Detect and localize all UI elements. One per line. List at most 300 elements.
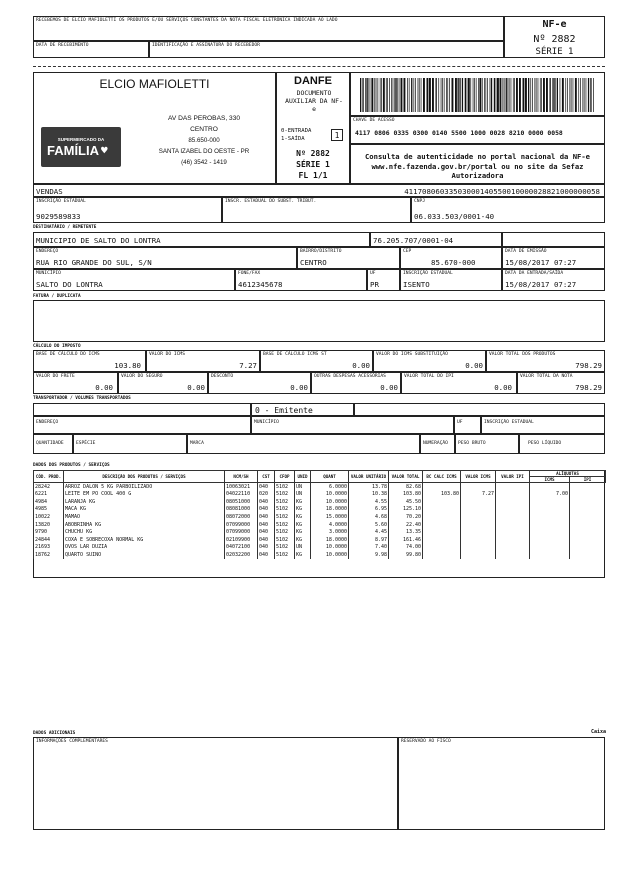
barcode-bar — [567, 78, 568, 112]
table-cell: 18762 — [34, 551, 64, 559]
table-cell: 10.0000 — [311, 491, 349, 499]
table-cell: 18.0000 — [311, 536, 349, 544]
dest-ie-box: INSCRIÇÃO ESTADUAL ISENTO — [400, 269, 502, 291]
danfe-title: DANFE — [294, 75, 332, 87]
table-row — [34, 483, 606, 491]
barcode-bar — [540, 78, 541, 112]
barcode-bar — [508, 78, 509, 112]
barcode-bar — [391, 78, 392, 112]
barcode-bar — [465, 78, 466, 112]
table-cell: ARROZ DALON 5 KG PARBOILIZADO — [64, 483, 225, 491]
barcode-bar — [583, 78, 584, 112]
table-cell — [496, 498, 530, 506]
table-cell: 08081000 — [225, 506, 258, 514]
barcode-bar — [455, 78, 457, 112]
emitente-logo — [41, 127, 121, 167]
info-complementares-box: INFORMAÇÕES COMPLEMENTARES — [33, 737, 398, 830]
table-cell: 5102 — [275, 536, 295, 544]
protocolo-value: 41170806033503000140550010000028821000000058 — [404, 187, 600, 196]
table-cell — [423, 483, 461, 491]
ipi-box: VALOR TOTAL DO IPI 0.00 — [401, 372, 517, 394]
table-cell: 22.40 — [389, 521, 423, 529]
table-cell: 7.00 — [530, 491, 570, 499]
table-cell — [530, 483, 570, 491]
transp-uf-box: UF — [454, 416, 481, 434]
barcode-bar — [468, 78, 470, 112]
barcode-bar — [396, 78, 397, 112]
desconto: 0.00 — [290, 383, 308, 392]
table-cell: 10022 — [34, 513, 64, 521]
barcode-bar — [590, 78, 591, 112]
table-cell — [461, 551, 496, 559]
table-cell: COXA E SOBRECOXA NORMAL KG — [64, 536, 225, 544]
table-cell: 4.45 — [349, 529, 389, 537]
table-cell: KG — [295, 551, 311, 559]
danfe-numero: Nº 2882 — [296, 149, 330, 158]
dest-endereco-box: ENDEREÇO RUA RIO GRANDE DO SUL, S/N — [33, 247, 297, 269]
col-aliq-icms: ICMS — [530, 477, 570, 483]
v-icms: 7.27 — [239, 361, 257, 370]
chave-box: CHAVE DE ACESSO 4117 0806 0335 0300 0140 5500 1000 0028 8210 0000 0058 — [350, 116, 605, 144]
barcode-bar — [503, 78, 504, 112]
table-cell — [496, 551, 530, 559]
adicionais-section-title: DADOS ADICIONAIS — [33, 731, 76, 736]
table-cell: 24844 — [34, 536, 64, 544]
table-cell — [496, 529, 530, 537]
table-cell — [530, 551, 570, 559]
table-cell — [570, 498, 606, 506]
barcode-bar — [560, 78, 561, 112]
barcode-bar — [588, 78, 589, 112]
heart-icon: ♥ — [101, 144, 108, 157]
recebemos-text: RECEBEMOS DE ELCIO MAFIOLETTI OS PRODUTOS E/OU SERVIÇOS CONSTANTES DA NOTA FISCAL ELETRÔNICA INDICADA AO LADO — [36, 18, 338, 23]
table-cell: KG — [295, 521, 311, 529]
table-cell — [496, 506, 530, 514]
dest-cep: 85.670-000 — [431, 258, 476, 267]
col-v-icms: VALOR ICMS — [461, 471, 496, 483]
table-cell: 10.0000 — [311, 544, 349, 552]
ie-box: INSCRIÇÃO ESTADUAL 9029589833 — [33, 197, 222, 223]
table-cell: 5102 — [275, 483, 295, 491]
dest-emissao: 15/08/2017 07:27 — [505, 258, 577, 267]
table-cell — [496, 521, 530, 529]
col-aliq-ipi: IPI — [570, 477, 606, 483]
barcode-bar — [513, 78, 514, 112]
nota: 798.29 — [575, 383, 602, 392]
table-cell: 7.27 — [461, 491, 496, 499]
seguro: 0.00 — [187, 383, 205, 392]
bc-icms-box: BASE DE CÁLCULO DO ICMS 103.80 — [33, 350, 146, 372]
transp-municipio-box: MUNICÍPIO — [251, 416, 454, 434]
table-cell — [423, 536, 461, 544]
barcode-bar — [506, 78, 507, 112]
dest-cnpj-box — [370, 232, 502, 247]
caixa-label: Caixa — [590, 729, 606, 735]
canhoto-cut-line — [33, 66, 605, 67]
table-cell: 040 — [258, 483, 275, 491]
table-cell — [496, 491, 530, 499]
table-cell: 74.00 — [389, 544, 423, 552]
transp-peso-bruto-box: PESO BRUTO — [455, 434, 519, 454]
barcode-bar — [418, 78, 419, 112]
col-ncm: NCM/SH — [225, 471, 258, 483]
transp-especie-box: ESPÉCIE — [73, 434, 187, 454]
table-cell — [570, 513, 606, 521]
barcode-bar — [578, 78, 579, 112]
transp-endereco-box: ENDEREÇO — [33, 416, 251, 434]
table-cell — [530, 506, 570, 514]
table-cell: 45.50 — [389, 498, 423, 506]
frete-modalidade: 0 - Emitente — [255, 406, 313, 415]
canhoto-nfe-title: NF-e — [542, 19, 567, 30]
table-cell — [570, 491, 606, 499]
table-cell: 02109900 — [225, 536, 258, 544]
produtos-body — [34, 483, 606, 559]
table-row — [34, 513, 606, 521]
table-cell: 4.55 — [349, 498, 389, 506]
table-row — [34, 536, 606, 544]
table-cell: KG — [295, 498, 311, 506]
col-cst: CST — [258, 471, 275, 483]
dest-nome-box — [33, 232, 370, 247]
table-cell: 82.68 — [389, 483, 423, 491]
table-cell: 8.97 — [349, 536, 389, 544]
barcode-bar — [441, 78, 442, 112]
barcode-bar — [570, 78, 571, 112]
table-cell: 040 — [258, 544, 275, 552]
table-cell: 040 — [258, 536, 275, 544]
barcode-bar — [509, 78, 510, 112]
table-cell — [570, 529, 606, 537]
table-cell: 18.0000 — [311, 506, 349, 514]
bc-st: 0.00 — [352, 361, 370, 370]
table-cell — [530, 498, 570, 506]
barcode-bar — [432, 78, 434, 112]
natureza-value: VENDAS — [36, 187, 63, 196]
table-cell — [496, 483, 530, 491]
dest-data-emissao-box: DATA DE EMISSÃO 15/08/2017 07:27 — [502, 247, 605, 269]
table-cell: 6221 — [34, 491, 64, 499]
barcode-bar — [360, 78, 361, 112]
table-cell: OVOS LAR DUZIA — [64, 544, 225, 552]
barcode-bar — [584, 78, 585, 112]
barcode-bar — [404, 78, 406, 112]
barcode-bar — [519, 78, 521, 112]
table-cell: 040 — [258, 551, 275, 559]
barcode-bar — [541, 78, 542, 112]
table-cell — [461, 513, 496, 521]
barcode-bar — [414, 78, 415, 112]
emitente-cidade: SANTA IZABEL DO OESTE - PR — [158, 148, 250, 155]
col-cod: CÓD. PROD. — [34, 471, 64, 483]
barcode-bar — [491, 78, 492, 112]
table-cell: 21693 — [34, 544, 64, 552]
reservado-fisco-box: RESERVADO AO FISCO — [398, 737, 605, 830]
table-cell: 13.35 — [389, 529, 423, 537]
barcode-bar — [386, 78, 387, 112]
barcode-bar — [411, 78, 412, 112]
barcode-bar — [473, 78, 474, 112]
destinatario-section-title: DESTINATÁRIO / REMETENTE — [33, 225, 97, 230]
dest-endereco: RUA RIO GRANDE DO SUL, S/N — [36, 258, 152, 267]
emitente-bairro: CENTRO — [190, 126, 218, 133]
danfe-subtitle: DOCUMENTO AUXILIAR DA NF-e — [285, 89, 343, 113]
table-cell — [496, 544, 530, 552]
table-cell: 28242 — [34, 483, 64, 491]
barcode-bar — [484, 78, 485, 112]
barcode-bar — [554, 78, 555, 112]
barcode-bar — [449, 78, 450, 112]
table-cell — [423, 513, 461, 521]
table-cell — [530, 521, 570, 529]
table-cell: 07099000 — [225, 529, 258, 537]
table-cell: 5102 — [275, 506, 295, 514]
table-cell: 6.0000 — [311, 483, 349, 491]
table-cell: UN — [295, 483, 311, 491]
barcode-bar — [378, 78, 379, 112]
table-cell: 9.98 — [349, 551, 389, 559]
dest-cep-box: CEP 85.670-000 — [400, 247, 502, 269]
canhoto-numero: Nº 2882 — [533, 34, 576, 45]
canhoto-serie: SÉRIE 1 — [535, 47, 574, 57]
table-cell: ABOBRINHA KG — [64, 521, 225, 529]
barcode-bar — [504, 78, 505, 112]
dest-saida-box: DATA DA ENTRADA/SAÍDA 15/08/2017 07:27 — [502, 269, 605, 291]
barcode-bar — [580, 78, 581, 112]
barcode-bar — [444, 78, 445, 112]
barcode-bar — [514, 78, 515, 112]
barcode-bar — [462, 78, 463, 112]
danfe-tipo-box: 1 — [331, 129, 343, 141]
barcode-bar — [530, 78, 531, 112]
transp-row1-left — [33, 403, 251, 416]
table-row — [34, 529, 606, 537]
table-cell: 5102 — [275, 529, 295, 537]
barcode-bar — [399, 78, 400, 112]
table-row — [34, 491, 606, 499]
transp-numeracao-box: NUMERAÇÃO — [420, 434, 455, 454]
dest-nome: MUNICIPIO DE SALTO DO LONTRA — [36, 236, 161, 245]
table-cell: 040 — [258, 506, 275, 514]
fatura-box — [33, 300, 605, 342]
table-cell — [461, 529, 496, 537]
transp-frete-box — [251, 403, 354, 416]
assinatura-field: IDENTIFICAÇÃO E ASSINATURA DO RECEBEDOR — [149, 41, 504, 58]
barcode-bar — [486, 78, 487, 112]
table-cell: 13.78 — [349, 483, 389, 491]
data-recebimento-field: DATA DE RECEBIMENTO — [33, 41, 149, 58]
table-cell: CHUCHU KG — [64, 529, 225, 537]
table-cell: 13820 — [34, 521, 64, 529]
v-icms-box: VALOR DO ICMS 7.27 — [146, 350, 260, 372]
barcode-bar — [367, 78, 368, 112]
barcode-bar — [562, 78, 564, 112]
col-v-ipi: VALOR IPI — [496, 471, 530, 483]
table-cell: 10.0000 — [311, 551, 349, 559]
col-descricao: DESCRIÇÃO DOS PRODUTOS / SERVIÇOS — [64, 471, 225, 483]
transp-peso-liquido-box: PESO LÍQUIDO — [519, 434, 605, 454]
barcode-bar — [573, 78, 574, 112]
barcode-bar — [482, 78, 483, 112]
dest-fone: 4612345678 — [238, 280, 283, 289]
barcode-bar — [474, 78, 475, 112]
barcode-bar — [550, 78, 551, 112]
table-cell: LEITE EM PO COOL 400 G — [64, 491, 225, 499]
barcode-bar — [447, 78, 448, 112]
barcode-bar — [575, 78, 577, 112]
ipi: 0.00 — [494, 383, 512, 392]
barcode-bar — [494, 78, 495, 112]
produtos-table — [33, 470, 606, 559]
barcode-bar — [427, 78, 429, 112]
frete: 0.00 — [95, 383, 113, 392]
table-cell: UN — [295, 491, 311, 499]
table-cell: 4985 — [34, 506, 64, 514]
table-cell — [530, 513, 570, 521]
fatura-section-title: FATURA / DUPLICATA — [33, 294, 81, 299]
transp-row1-right — [354, 403, 605, 416]
table-cell: 5102 — [275, 498, 295, 506]
table-cell — [570, 521, 606, 529]
table-cell: UN — [295, 544, 311, 552]
transp-ie-box: INSCRIÇÃO ESTADUAL — [481, 416, 605, 434]
table-cell — [461, 536, 496, 544]
table-cell: 10.38 — [349, 491, 389, 499]
transporte-section-title: TRANSPORTADOR / VOLUMES TRANSPORTADOS — [33, 396, 131, 401]
barcode-bar — [565, 78, 566, 112]
emitente-endereco: AV DAS PEROBAS, 330 — [167, 115, 241, 122]
table-cell: 5102 — [275, 544, 295, 552]
barcode-bar — [419, 78, 420, 112]
table-row — [34, 498, 606, 506]
table-cell: 04022110 — [225, 491, 258, 499]
transp-marca-box: MARCA — [187, 434, 420, 454]
table-cell: 103.80 — [423, 491, 461, 499]
barcode-bar — [538, 78, 539, 112]
table-cell — [423, 506, 461, 514]
table-cell: 103.80 — [389, 491, 423, 499]
table-cell — [496, 536, 530, 544]
dest-uf: PR — [370, 280, 379, 289]
chave-value: 4117 0806 0335 0300 0140 5500 1000 0028 8210 0000 0058 — [355, 129, 563, 137]
dest-fone-box: FONE/FAX 4612345678 — [235, 269, 367, 291]
barcode-bar — [470, 78, 471, 112]
dest-municipio-box: MUNICÍPIO SALTO DO LONTRA — [33, 269, 235, 291]
table-cell — [570, 483, 606, 491]
table-cell — [461, 498, 496, 506]
barcode-bar — [407, 78, 408, 112]
danfe-box — [276, 72, 350, 184]
barcode-bar — [467, 78, 468, 112]
consulta-text: Consulta de autenticidade no portal nacional da NF-e www.nfe.fazenda.gov.br/portal ou no site da Sefaz Autorizadora — [364, 152, 591, 180]
table-cell: 020 — [258, 491, 275, 499]
table-cell: 3.0000 — [311, 529, 349, 537]
table-cell — [570, 506, 606, 514]
barcode-bar — [409, 78, 410, 112]
table-cell — [461, 506, 496, 514]
barcode-bar — [490, 78, 491, 112]
col-unid: UNID — [295, 471, 311, 483]
outras: 0.00 — [380, 383, 398, 392]
table-cell — [570, 536, 606, 544]
barcode-bar — [525, 78, 527, 112]
table-cell: 040 — [258, 529, 275, 537]
barcode-bar — [478, 78, 479, 112]
table-cell: 5102 — [275, 551, 295, 559]
col-cfop: CFOP — [275, 471, 295, 483]
table-cell: 99.80 — [389, 551, 423, 559]
bc-st-box: BASE DE CÁLCULO ICMS ST 0.00 — [260, 350, 373, 372]
table-cell: 4984 — [34, 498, 64, 506]
canhoto-nfe-box — [504, 16, 605, 58]
barcode-bar — [429, 78, 431, 112]
barcode-bar — [452, 78, 454, 112]
barcode-bar — [376, 78, 377, 112]
table-cell: 02032200 — [225, 551, 258, 559]
table-row — [34, 544, 606, 552]
barcode-bar — [557, 78, 558, 112]
barcode-bar — [535, 78, 536, 112]
table-cell: 10.0000 — [311, 498, 349, 506]
v-st: 0.00 — [465, 361, 483, 370]
dest-cnpj: 76.205.707/0001-04 — [373, 236, 454, 245]
emitente-cep: 85.650-000 — [188, 137, 220, 144]
table-cell — [530, 544, 570, 552]
table-cell — [461, 521, 496, 529]
consulta-box — [350, 144, 605, 184]
barcode-bar — [436, 78, 437, 112]
table-row — [34, 506, 606, 514]
barcode-bar — [586, 78, 587, 112]
barcode-bar — [401, 78, 403, 112]
table-cell: 9790 — [34, 529, 64, 537]
col-vtotal: VALOR TOTAL — [389, 471, 423, 483]
ie-value: 9029589833 — [36, 212, 81, 221]
barcode-bar — [446, 78, 447, 112]
produtos-section-title: DADOS DOS PRODUTOS / SERVIÇOS — [33, 463, 110, 468]
barcode-bar — [523, 78, 525, 112]
barcode-bar — [593, 78, 594, 112]
table-cell: 7.40 — [349, 544, 389, 552]
barcode-bar — [571, 78, 572, 112]
barcode-bar — [365, 78, 366, 112]
barcode-bar — [516, 78, 518, 112]
table-cell: 040 — [258, 498, 275, 506]
table-cell: 5102 — [275, 521, 295, 529]
dest-ie: ISENTO — [403, 280, 430, 289]
table-cell: MAMAO — [64, 513, 225, 521]
barcode-bar — [442, 78, 443, 112]
barcode-image — [360, 78, 596, 112]
table-cell — [461, 483, 496, 491]
table-cell: 08072000 — [225, 513, 258, 521]
outras-box: OUTRAS DESPESAS ACESSÓRIAS 0.00 — [311, 372, 401, 394]
table-cell: KG — [295, 529, 311, 537]
emitente-fone: (46) 3542 - 1419 — [181, 159, 227, 166]
barcode-bar — [552, 78, 553, 112]
barcode-bar — [458, 78, 459, 112]
frete-box: VALOR DO FRETE 0.00 — [33, 372, 118, 394]
col-vunit: VALOR UNITÁRIO — [349, 471, 389, 483]
barcode-bar — [536, 78, 537, 112]
table-cell: 125.10 — [389, 506, 423, 514]
barcode-bar — [528, 78, 529, 112]
col-bc-icms: BC CALC ICMS — [423, 471, 461, 483]
v-prod-box: VALOR TOTAL DOS PRODUTOS 798.29 — [486, 350, 605, 372]
v-prod: 798.29 — [575, 361, 602, 370]
dest-bairro-box: BAIRRO/DISTRITO CENTRO — [297, 247, 400, 269]
col-quant: QUANT — [311, 471, 349, 483]
